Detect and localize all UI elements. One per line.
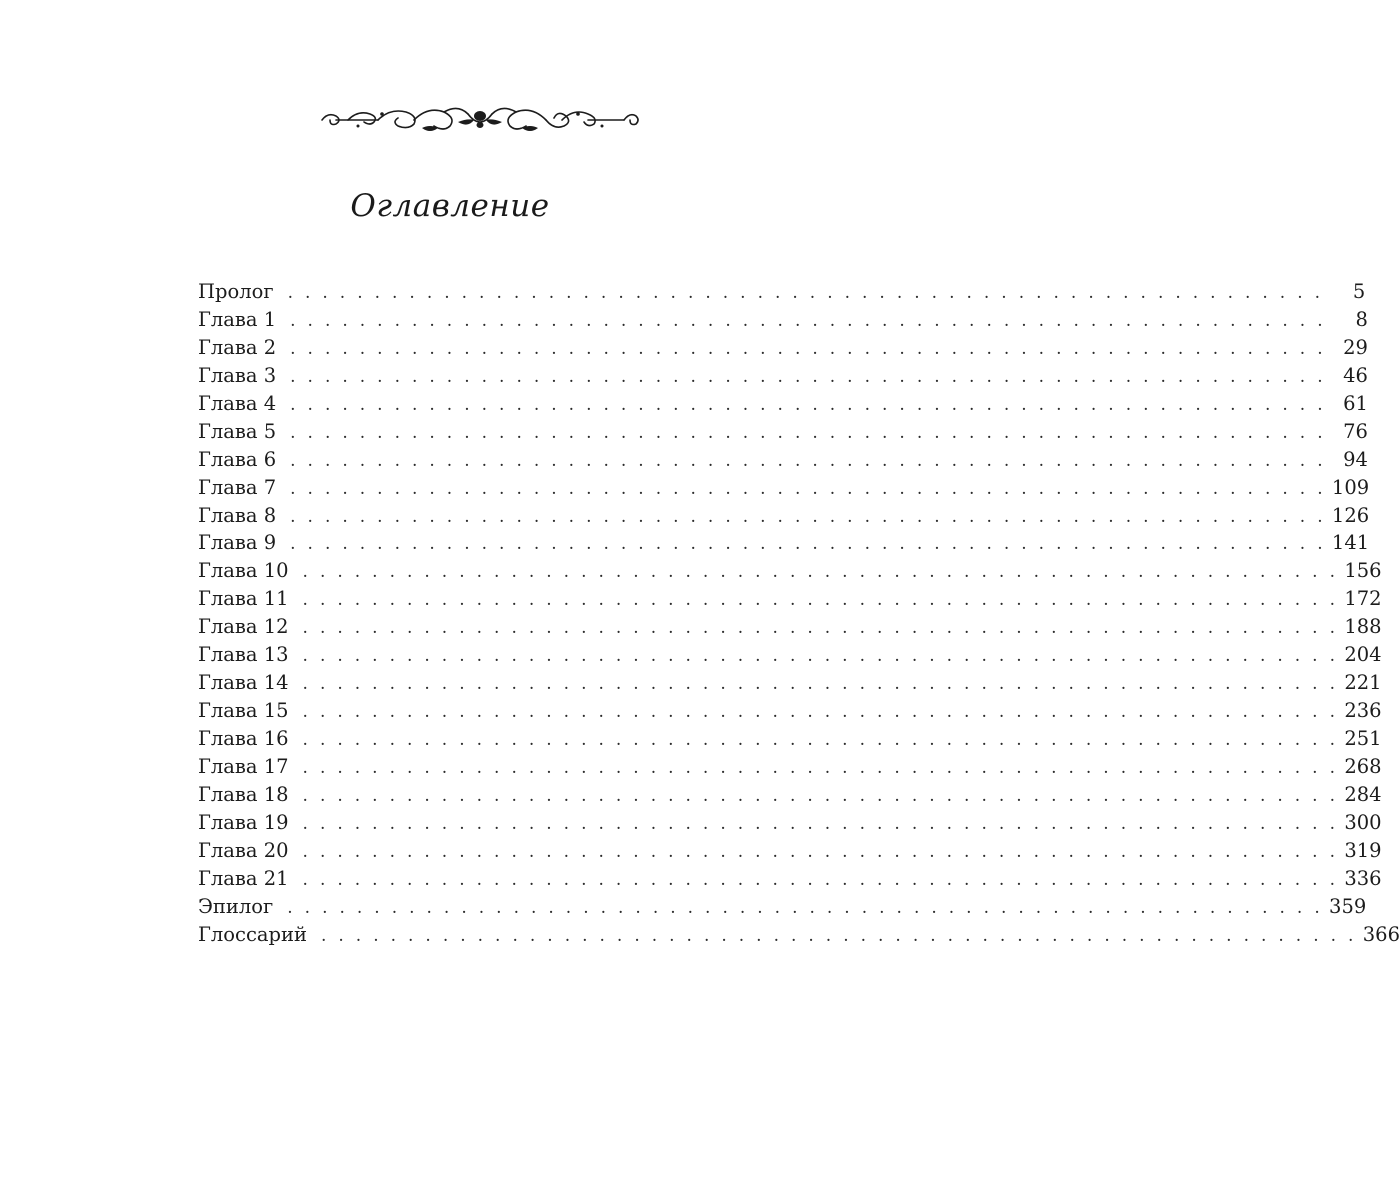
dot-leader: . . . . . . . . . . . . . . . . . . . . . . . . . . . . . . . . . . . . . . . . . . . . . . . . . . . . . . . . . . . . xyxy=(302,757,1339,778)
toc-entry-page-number: 319 xyxy=(1344,838,1382,862)
toc-entry xyxy=(198,585,1382,613)
toc-entry-page-number: 29 xyxy=(1343,335,1368,359)
toc-entry-label: Глава 4 xyxy=(198,391,277,415)
toc-entry-page-number: 126 xyxy=(1331,503,1370,527)
toc-entry-page-number: 204 xyxy=(1344,643,1382,667)
toc-entry-page-number: 8 xyxy=(1355,307,1368,331)
dot-leader: . . . . . . . . . . . . . . . . . . . . . . . . . . . . . . . . . . . . . . . . . . . . . . . . . . . . . . . . . . . . xyxy=(302,869,1339,890)
toc-entry-label: Глава 19 xyxy=(198,810,289,834)
dot-leader: . . . . . . . . . . . . . . . . . . . . . . . . . . . . . . . . . . . . . . . . . . . . . . . . . . . . . . . . . . . . xyxy=(290,478,1326,499)
dot-leader: . . . . . . . . . . . . . . . . . . . . . . . . . . . . . . . . . . . . . . . . . . . . . . . . . . . . . . . . . . . . xyxy=(290,366,1326,387)
toc-entry-page-number: 61 xyxy=(1343,391,1368,415)
toc-entry-label: Глава 7 xyxy=(198,475,277,499)
toc-entry-label: Эпилог xyxy=(198,894,274,918)
toc-entry-page-number: 76 xyxy=(1343,419,1368,443)
dot-leader: . . . . . . . . . . . . . . . . . . . . . . . . . . . . . . . . . . . . . . . . . . . . . . . . . . . . . . . . . . . . xyxy=(302,618,1339,639)
toc-entry-label: Глава 21 xyxy=(198,866,289,890)
dot-leader: . . . . . . . . . . . . . . . . . . . . . . . . . . . . . . . . . . . . . . . . . . . . . . . . . . . . . . . . . . . . xyxy=(302,841,1339,862)
dot-leader: . . . . . . . . . . . . . . . . . . . . . . . . . . . . . . . . . . . . . . . . . . . . . . . . . . . . . . . . . . . . xyxy=(302,813,1339,834)
toc-entry-page-number: 336 xyxy=(1344,866,1382,890)
toc-entry-page-number: 141 xyxy=(1331,531,1370,555)
toc-entry xyxy=(198,697,1382,725)
dot-leader: . . . . . . . . . . . . . . . . . . . . . . . . . . . . . . . . . . . . . . . . . . . . . . . . . . . . . . . . . . . . xyxy=(302,590,1339,611)
toc-entry-page-number: 172 xyxy=(1344,587,1382,611)
toc-entry xyxy=(198,390,1368,418)
toc-entry xyxy=(198,362,1368,390)
toc-entry-page-number: 188 xyxy=(1344,615,1382,639)
toc-entry xyxy=(198,278,1366,306)
toc-entry-label: Глава 11 xyxy=(198,587,289,611)
dot-leader: . . . . . . . . . . . . . . . . . . . . . . . . . . . . . . . . . . . . . . . . . . . . . . . . . . . . . . . . . . . . xyxy=(302,785,1339,806)
page-title: Оглавление xyxy=(350,188,550,224)
toc-entry xyxy=(198,613,1382,641)
toc-entry-page-number: 300 xyxy=(1344,810,1382,834)
toc-entry xyxy=(198,809,1382,837)
toc-entry-label: Глава 13 xyxy=(198,643,289,667)
toc-entry-page-number: 366 xyxy=(1362,922,1400,946)
toc-entry-label: Глава 9 xyxy=(198,531,277,555)
toc-entry xyxy=(198,502,1370,530)
toc-entry-label: Глава 5 xyxy=(198,419,277,443)
dot-leader: . . . . . . . . . . . . . . . . . . . . . . . . . . . . . . . . . . . . . . . . . . . . . . . . . . . . . . . . . . . . xyxy=(290,534,1326,555)
toc-entry xyxy=(198,557,1382,585)
dot-leader: . . . . . . . . . . . . . . . . . . . . . . . . . . . . . . . . . . . . . . . . . . . . . . . . . . . . . . . . . . . . xyxy=(302,730,1339,750)
toc-entry-label: Глава 16 xyxy=(198,727,289,750)
floral-scroll-ornament-icon xyxy=(318,100,642,140)
toc-entry xyxy=(198,669,1382,697)
toc-entry-page-number: 284 xyxy=(1344,782,1382,806)
dot-leader: . . . . . . . . . . . . . . . . . . . . . . . . . . . . . . . . . . . . . . . . . . . . . . . . . . . . . . . . . . . . xyxy=(287,897,1324,918)
toc-entry-page-number: 251 xyxy=(1344,727,1382,750)
dot-leader: . . . . . . . . . . . . . . . . . . . . . . . . . . . . . . . . . . . . . . . . . . . . . . . . . . . . . . . . . . . . xyxy=(302,702,1339,723)
toc-entry-label: Глава 1 xyxy=(198,307,277,331)
dot-leader: . . . . . . . . . . . . . . . . . . . . . . . . . . . . . . . . . . . . . . . . . . . . . . . . . . . . . . . . . . . . xyxy=(290,394,1326,415)
toc-entry xyxy=(198,865,1382,893)
dot-leader: . . . . . . . . . . . . . . . . . . . . . . . . . . . . . . . . . . . . . . . . . . . . . . . . . . . . . . . . . . . . xyxy=(287,283,1324,303)
toc-entry-page-number: 236 xyxy=(1344,699,1382,723)
dot-leader: . . . . . . . . . . . . . . . . . . . . . . . . . . . . . . . . . . . . . . . . . . . . . . . . . . . . . . . . . . . . xyxy=(290,506,1326,527)
toc-entry-page-number: 46 xyxy=(1343,363,1368,387)
toc-entry-label: Глава 15 xyxy=(198,699,289,723)
toc-entry xyxy=(198,725,1382,753)
toc-entry xyxy=(198,474,1370,502)
toc-entry-label: Глоссарий xyxy=(198,922,307,946)
toc-entry xyxy=(198,306,1368,334)
toc-entry xyxy=(198,837,1382,865)
toc-entry xyxy=(198,753,1382,781)
toc-entry-label: Глава 14 xyxy=(198,671,289,695)
table-of-contents xyxy=(198,278,1400,949)
toc-entry xyxy=(198,921,1400,949)
dot-leader: . . . . . . . . . . . . . . . . . . . . . . . . . . . . . . . . . . . . . . . . . . . . . . . . . . . . . . . . . . . . xyxy=(302,674,1339,695)
toc-entry xyxy=(198,334,1368,362)
toc-entry-label: Пролог xyxy=(198,280,274,303)
toc-entry-page-number: 268 xyxy=(1344,754,1382,778)
toc-entry-label: Глава 20 xyxy=(198,838,289,862)
toc-entry xyxy=(198,893,1367,921)
toc-entry xyxy=(198,641,1382,669)
toc-entry xyxy=(198,781,1382,809)
toc-entry xyxy=(198,418,1368,446)
toc-entry-label: Глава 6 xyxy=(198,447,277,471)
toc-entry-label: Глава 10 xyxy=(198,559,289,583)
toc-entry-label: Глава 8 xyxy=(198,503,277,527)
toc-entry-page-number: 156 xyxy=(1344,559,1382,583)
toc-entry-page-number: 109 xyxy=(1331,475,1370,499)
toc-entry-page-number: 221 xyxy=(1344,671,1382,695)
toc-entry xyxy=(198,446,1368,474)
dot-leader: . . . . . . . . . . . . . . . . . . . . . . . . . . . . . . . . . . . . . . . . . . . . . . . . . . . . . . . . . . . . xyxy=(290,450,1326,471)
toc-entry-label: Глава 17 xyxy=(198,754,289,778)
dot-leader: . . . . . . . . . . . . . . . . . . . . . . . . . . . . . . . . . . . . . . . . . . . . . . . . . . . . . . . . . . . . xyxy=(320,925,1357,946)
toc-entry-label: Глава 3 xyxy=(198,363,277,387)
dot-leader: . . . . . . . . . . . . . . . . . . . . . . . . . . . . . . . . . . . . . . . . . . . . . . . . . . . . . . . . . . . . xyxy=(302,646,1339,667)
toc-entry-label: Глава 18 xyxy=(198,782,289,806)
toc-entry xyxy=(198,529,1370,557)
toc-entry-page-number: 94 xyxy=(1343,447,1368,471)
toc-entry-page-number: 5 xyxy=(1352,280,1366,303)
toc-entry-label: Глава 2 xyxy=(198,335,277,359)
dot-leader: . . . . . . . . . . . . . . . . . . . . . . . . . . . . . . . . . . . . . . . . . . . . . . . . . . . . . . . . . . . . xyxy=(290,338,1326,359)
toc-entry-page-number: 359 xyxy=(1329,894,1367,918)
dot-leader: . . . . . . . . . . . . . . . . . . . . . . . . . . . . . . . . . . . . . . . . . . . . . . . . . . . . . . . . . . . . xyxy=(290,422,1326,443)
toc-entry-label: Глава 12 xyxy=(198,615,289,639)
dot-leader: . . . . . . . . . . . . . . . . . . . . . . . . . . . . . . . . . . . . . . . . . . . . . . . . . . . . . . . . . . . . xyxy=(290,310,1326,331)
dot-leader: . . . . . . . . . . . . . . . . . . . . . . . . . . . . . . . . . . . . . . . . . . . . . . . . . . . . . . . . . . . . xyxy=(302,562,1339,583)
